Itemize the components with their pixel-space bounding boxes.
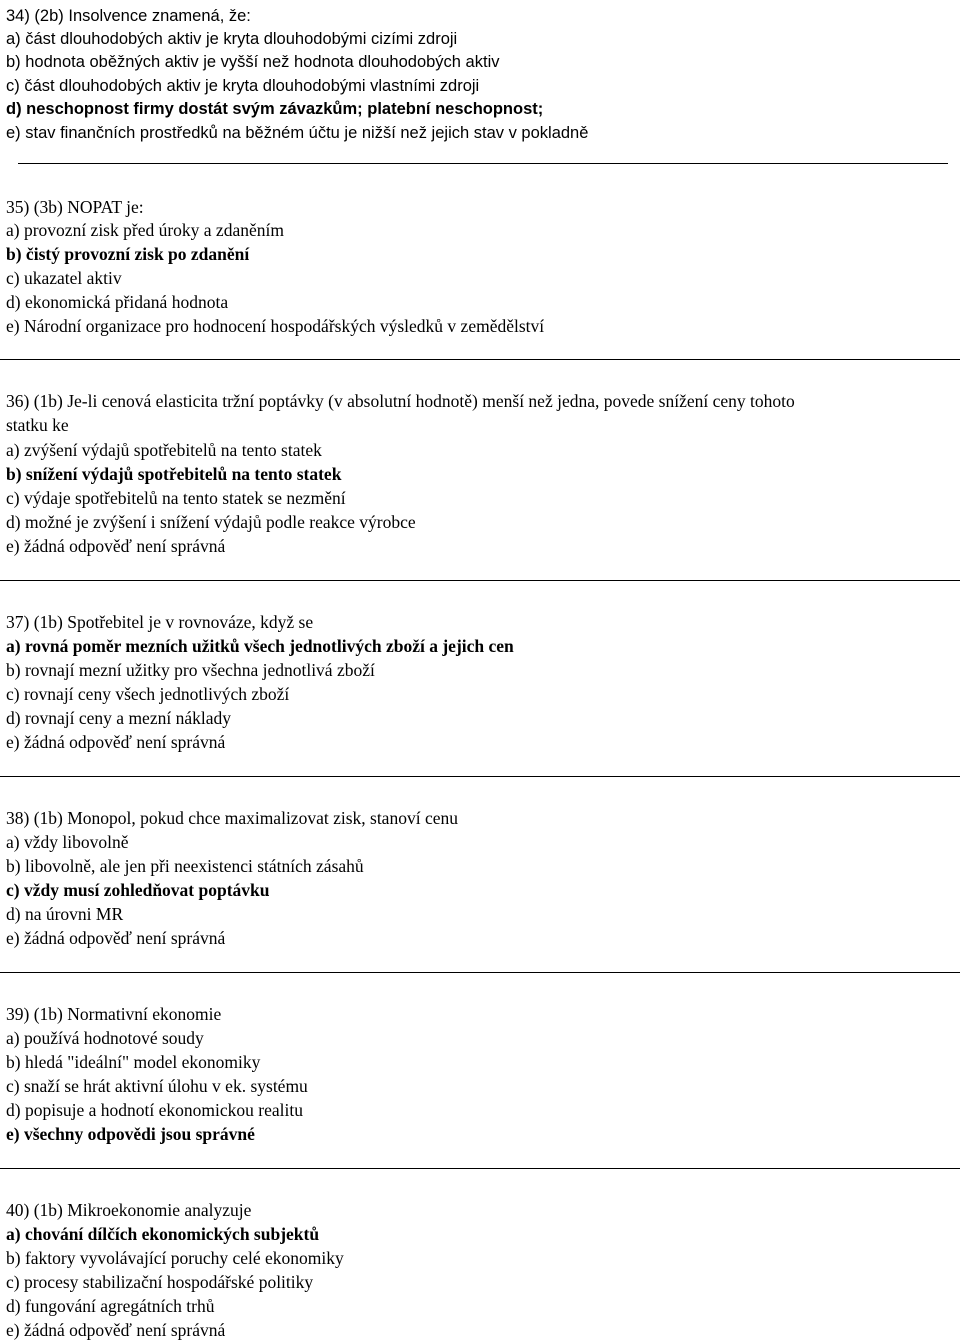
question-38-option-b: b) libovolně, ale jen při neexistenci státních zásahů [6,856,364,876]
question-40-option-d: d) fungování agregátních trhů [6,1296,215,1316]
question-34-option-d-correct: d) neschopnost firmy dostát svým závazkům; platební neschopnost; [6,100,544,118]
question-37-option-e: e) žádná odpověď není správná [6,732,226,752]
question-34-option-c: c) část dlouhodobých aktiv je kryta dlouhodobými vlastními zdroji [6,77,480,95]
question-34-heading: 34) (2b) Insolvence znamená, že: [6,7,251,25]
question-37-heading: 37) (1b) Spotřebitel je v rovnováze, když se [6,612,314,632]
question-39-option-c: c) snaží se hrát aktivní úlohu v ek. systému [6,1076,308,1096]
separator-rule [0,1168,960,1169]
question-36-option-e: e) žádná odpověď není správná [6,536,226,556]
question-36-heading-continued: statku ke [6,415,69,435]
question-39-option-b: b) hledá "ideální" model ekonomiky [6,1052,261,1072]
question-37-option-b: b) rovnají mezní užitky pro všechna jednotlivá zboží [6,660,375,680]
question-38-option-c-correct: c) vždy musí zohledňovat poptávku [6,880,270,900]
question-39-option-a: a) používá hodnotové soudy [6,1028,204,1048]
question-35-option-e: e) Národní organizace pro hodnocení hospodářských výsledků v zemědělství [6,316,545,336]
question-35-option-d: d) ekonomická přidaná hodnota [6,292,229,312]
question-40-option-c: c) procesy stabilizační hospodářské politiky [6,1272,314,1292]
question-36-option-a: a) zvýšení výdajů spotřebitelů na tento statek [6,440,322,460]
separator-rule [0,359,960,360]
separator-rule [0,776,960,777]
question-39-option-e-correct: e) všechny odpovědi jsou správné [6,1124,255,1144]
question-35-option-c: c) ukazatel aktiv [6,268,122,288]
question-36-heading: 36) (1b) Je-li cenová elasticita tržní poptávky (v absolutní hodnotě) menší než jedna, povede snížení ceny tohoto [6,391,795,411]
question-36-option-c: c) výdaje spotřebitelů na tento statek se nezmění [6,488,346,508]
question-34-option-a: a) část dlouhodobých aktiv je kryta dlouhodobými cizími zdroji [6,30,458,48]
separator-rule [0,580,960,581]
question-36-option-d: d) možné je zvýšení i snížení výdajů podle reakce výrobce [6,512,416,532]
question-40-option-a-correct: a) chování dílčích ekonomických subjektů [6,1224,320,1244]
question-40-option-b: b) faktory vyvolávající poruchy celé ekonomiky [6,1248,344,1268]
question-36-option-b-correct: b) snížení výdajů spotřebitelů na tento statek [6,464,342,484]
separator-rule [18,163,948,164]
question-35-option-a: a) provozní zisk před úroky a zdaněním [6,220,284,240]
question-35-option-b-correct: b) čistý provozní zisk po zdanění [6,244,250,264]
question-35-heading: 35) (3b) NOPAT je: [6,197,144,217]
question-40-option-e: e) žádná odpověď není správná [6,1320,226,1340]
question-39-option-d: d) popisuje a hodnotí ekonomickou realitu [6,1100,303,1120]
question-37-option-d: d) rovnají ceny a mezní náklady [6,708,231,728]
question-38-option-a: a) vždy libovolně [6,832,129,852]
question-38-heading: 38) (1b) Monopol, pokud chce maximalizovat zisk, stanoví cenu [6,808,458,828]
question-40-heading: 40) (1b) Mikroekonomie analyzuje [6,1200,252,1220]
question-37-option-a-correct: a) rovná poměr mezních užitků všech jednotlivých zboží a jejich cen [6,636,514,656]
question-38-option-d: d) na úrovni MR [6,904,124,924]
question-38-option-e: e) žádná odpověď není správná [6,928,226,948]
question-34-option-b: b) hodnota oběžných aktiv je vyšší než hodnota dlouhodobých aktiv [6,53,500,71]
question-39-heading: 39) (1b) Normativní ekonomie [6,1004,222,1024]
question-37-option-c: c) rovnají ceny všech jednotlivých zboží [6,684,290,704]
question-34-option-e: e) stav finančních prostředků na běžném účtu je nižší než jejich stav v pokladně [6,124,589,142]
separator-rule [0,972,960,973]
